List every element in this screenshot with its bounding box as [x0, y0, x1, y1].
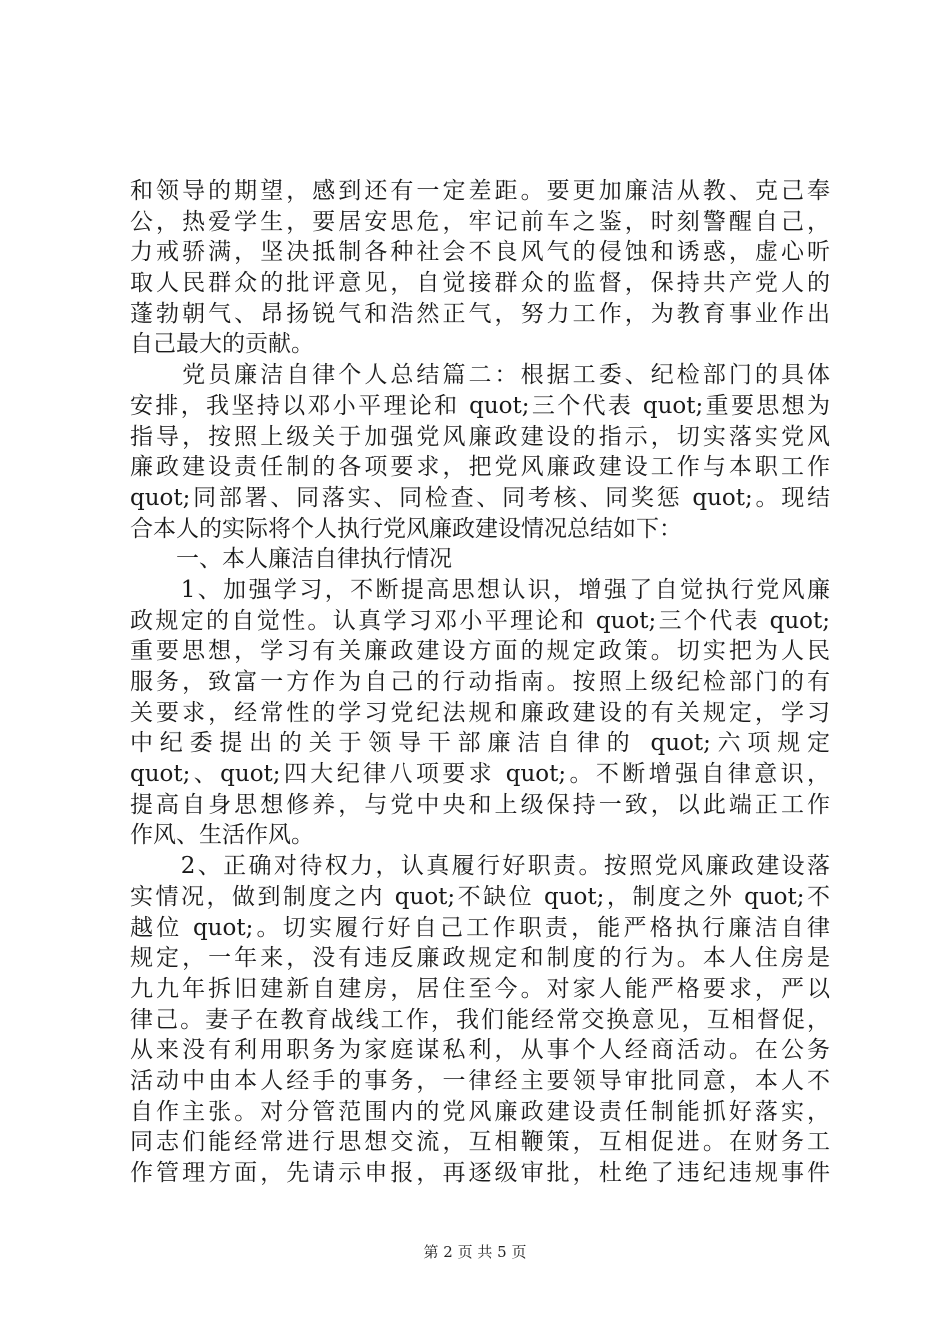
text-line: quot;同部署、同落实、同检查、同考核、同奖惩 quot;。现结 [130, 484, 830, 511]
text-line: 合本人的实际将个人执行党风廉政建设情况总结如下： [130, 515, 682, 542]
text-line: 活动中由本人经手的事务，一律经主要领导审批同意，本人不 [130, 1067, 830, 1094]
text-line: 党员廉洁自律个人总结篇二：根据工委、纪检部门的具体 [130, 362, 830, 389]
text-line: 力戒骄满，坚决抵制各种社会不良风气的侵蚀和诱惑，虚心听 [130, 239, 830, 266]
body-text [130, 176, 830, 1189]
text-line: 一、本人廉洁自律执行情况 [130, 546, 452, 573]
text-line: 安排，我坚持以邓小平理论和 quot;三个代表 quot;重要思想为 [130, 392, 830, 419]
text-line: 政规定的自觉性。认真学习邓小平理论和 quot;三个代表 quot; [130, 607, 830, 634]
text-line: 服务，致富一方作为自己的行动指南。按照上级纪检部门的有 [130, 669, 830, 695]
text-line: 取人民群众的批评意见，自觉接群众的监督，保持共产党人的 [130, 270, 830, 297]
text-line: 蓬勃朝气、昂扬锐气和浩然正气，努力工作，为教育事业作出 [130, 300, 830, 327]
text-line: 同志们能经常进行思想交流，互相鞭策，互相促进。在财务工 [130, 1129, 830, 1156]
text-line: quot;、quot;四大纪律八项要求 quot;。不断增强自律意识， [130, 761, 830, 788]
page-footer: 第 2 页 共 5 页 [423, 1243, 527, 1261]
text-line: 越位 quot;。切实履行好自己工作职责，能严格执行廉洁自律 [130, 914, 830, 941]
text-line: 1、加强学习，不断提高思想认识，增强了自觉执行党风廉 [130, 576, 830, 603]
text-line: 公，热爱学生，要居安思危，牢记前车之鉴，时刻警醒自己， [130, 208, 830, 235]
text-line: 廉政建设责任制的各项要求，把党风廉政建设工作与本职工作 [130, 454, 830, 481]
text-line: 规定，一年来，没有违反廉政规定和制度的行为。本人住房是 [130, 945, 830, 972]
text-line: 律己。妻子在教育战线工作，我们能经常交换意见，互相督促， [130, 1006, 830, 1033]
text-line: 关要求，经常性的学习党纪法规和廉政建设的有关规定，学习 [130, 699, 830, 726]
text-line: 和领导的期望，感到还有一定差距。要更加廉洁从教、克己奉 [130, 178, 830, 204]
text-line: 实情况，做到制度之内 quot;不缺位 quot;，制度之外 quot;不 [130, 883, 830, 910]
text-line: 重要思想，学习有关廉政建设方面的规定政策。切实把为人民 [130, 638, 830, 665]
text-line: 指导，按照上级关于加强党风廉政建设的指示，切实落实党风 [130, 423, 830, 450]
text-line: 提高自身思想修养，与党中央和上级保持一致，以此端正工作 [130, 791, 830, 818]
text-line: 作风、生活作风。 [130, 822, 314, 849]
text-line: 自作主张。对分管范围内的党风廉政建设责任制能抓好落实， [130, 1098, 830, 1125]
text-line: 九九年拆旧建新自建房，居住至今。对家人能严格要求，严以 [130, 975, 830, 1002]
text-line: 2、正确对待权力，认真履行好职责。按照党风廉政建设落 [130, 853, 830, 880]
text-line: 从来没有利用职务为家庭谋私利，从事个人经商活动。在公务 [130, 1037, 830, 1064]
text-line: 作管理方面，先请示申报，再逐级审批，杜绝了违纪违规事件 [130, 1160, 830, 1186]
text-line: 自己最大的贡献。 [130, 331, 314, 358]
text-line: 中纪委提出的关于领导干部廉洁自律的 quot;六项规定 [130, 730, 830, 757]
